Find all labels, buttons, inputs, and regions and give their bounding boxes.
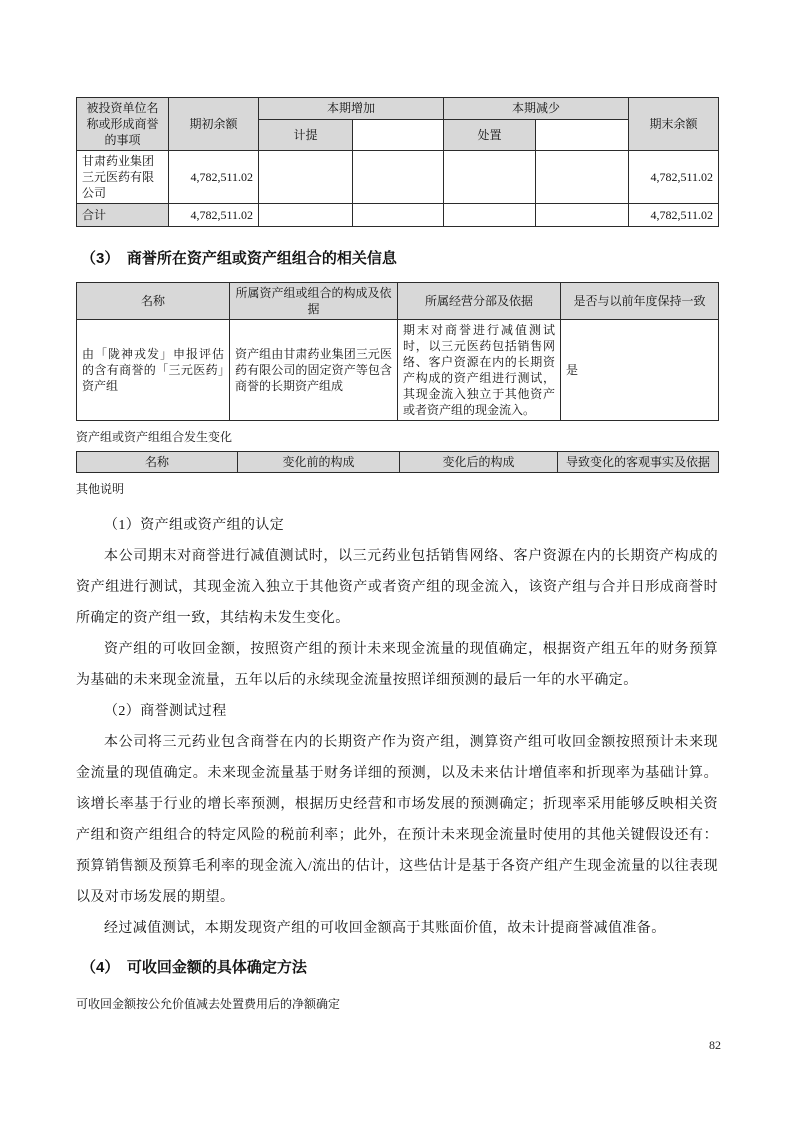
goodwill-table-header-row-1 [77,98,719,120]
asset-group-change-note: 资产组或资产组组合发生变化 [76,430,233,444]
asset-group-table [76,282,719,421]
asset-group-col-consistent: 是否与以前年度保持一致 [561,283,719,320]
section-3-heading: （3） 商誉所在资产组或资产组组合的相关信息 [81,250,397,267]
change-table [76,451,719,473]
change-col-before: 变化前的构成 [238,452,400,473]
goodwill-row-opening: 4,782,511.02 [169,151,259,204]
paragraph-test-result: 经过减值测试，本期发现资产组的可收回金额高于其账面价值，故未计提商誉减值准备。 [104,921,666,936]
goodwill-total-closing: 4,782,511.02 [629,204,719,227]
goodwill-col-item: 被投资单位名称或形成商誉的事项 [77,98,169,151]
paragraph-recoverable-amount: 资产组的可收回金额，按照资产组的预计未来现金流量的现值确定，根据资产组五年的财务预算为基础的未来现金流量，五年以后的永续现金流量按照详细预测的最后一年的水平确定。 [76,642,718,688]
table-row [77,320,719,421]
section-4-note: 可收回金额按公允价值减去处置费用后的净额确定 [76,997,341,1011]
goodwill-row-accrual [259,151,353,204]
goodwill-row-item: 甘肃药业集团三元医药有限公司 [77,151,169,204]
asset-group-consistent: 是 [561,320,719,421]
section-3-body [76,510,718,944]
asset-group-header-row [77,283,719,320]
goodwill-row-increase-other [353,151,444,204]
asset-group-col-segment: 所属经营分部及依据 [398,283,561,320]
goodwill-col-accrual: 计提 [259,119,353,150]
change-table-header-row [77,452,719,473]
change-col-after: 变化后的构成 [400,452,558,473]
change-col-name: 名称 [77,452,238,473]
asset-group-segment: 期末对商誉进行减值测试时，以三元医药包括销售网络、客户资源在内的长期资产构成的资产组进行测试，其现金流入独立于其他资产或者资产组的现金流入。 [398,320,561,421]
goodwill-total-decrease-other [536,204,629,227]
table-row-total [77,204,719,227]
subsection-1-heading: （1）资产组或资产组的认定 [104,518,285,533]
page-number: 82 [709,1038,721,1052]
goodwill-col-closing: 期末余额 [629,98,719,151]
goodwill-table [76,97,719,227]
asset-group-col-name: 名称 [77,283,230,320]
change-col-reason: 导致变化的客观事实及依据 [558,452,719,473]
table-row [77,151,719,204]
paragraph-asset-group-identification: 本公司期末对商誉进行减值测试时，以三元药业包括销售网络、客户资源在内的长期资产构成的资产组进行测试，其现金流入独立于其他资产或者资产组的现金流入，该资产组与合并日形成商誉时所确定的资产组一致，其结构未发生变化。 [76,549,718,626]
goodwill-total-opening: 4,782,511.02 [169,204,259,227]
paragraph-test-process: 本公司将三元药业包含商誉在内的长期资产作为资产组，测算资产组可收回金额按照预计未来现金流量的现值确定。未来现金流量基于财务详细的预测，以及未来估计增值率和折现率为基础计算。该增长率基于行业的增长率预测，根据历史经营和市场发展的预测确定；折现率采用能够反映相关资产组和资产组组合的特定风险的税前利率；此外，在预计未来现金流量时使用的其他关键假设还有：预算销售额及预算毛利率的现金流入/流出的估计，这些估计是基于各资产组产生现金流量的以往表现以及对市场发展的期望。 [76,735,718,905]
goodwill-col-increase: 本期增加 [259,98,444,120]
asset-group-col-composition: 所属资产组或组合的构成及依据 [230,283,398,320]
goodwill-col-increase-blank [353,119,444,150]
goodwill-total-increase-other [353,204,444,227]
goodwill-col-decrease-blank [536,119,629,150]
goodwill-total-accrual [259,204,353,227]
section-4-heading: （4） 可收回金额的具体确定方法 [81,959,307,976]
goodwill-row-closing: 4,782,511.02 [629,151,719,204]
goodwill-total-label: 合计 [77,204,169,227]
other-note: 其他说明 [76,482,125,496]
asset-group-composition: 资产组由甘肃药业集团三元医药有限公司的固定资产等包含商誉的长期资产组成 [230,320,398,421]
goodwill-total-disposal [444,204,536,227]
subsection-2-heading: （2）商誉测试过程 [104,704,227,719]
goodwill-col-opening: 期初余额 [169,98,259,151]
goodwill-col-decrease: 本期减少 [444,98,629,120]
goodwill-row-decrease-other [536,151,629,204]
goodwill-col-disposal: 处置 [444,119,536,150]
asset-group-name: 由「陇神戎发」申报评估的含有商誉的「三元医药」资产组 [77,320,230,421]
goodwill-row-disposal [444,151,536,204]
